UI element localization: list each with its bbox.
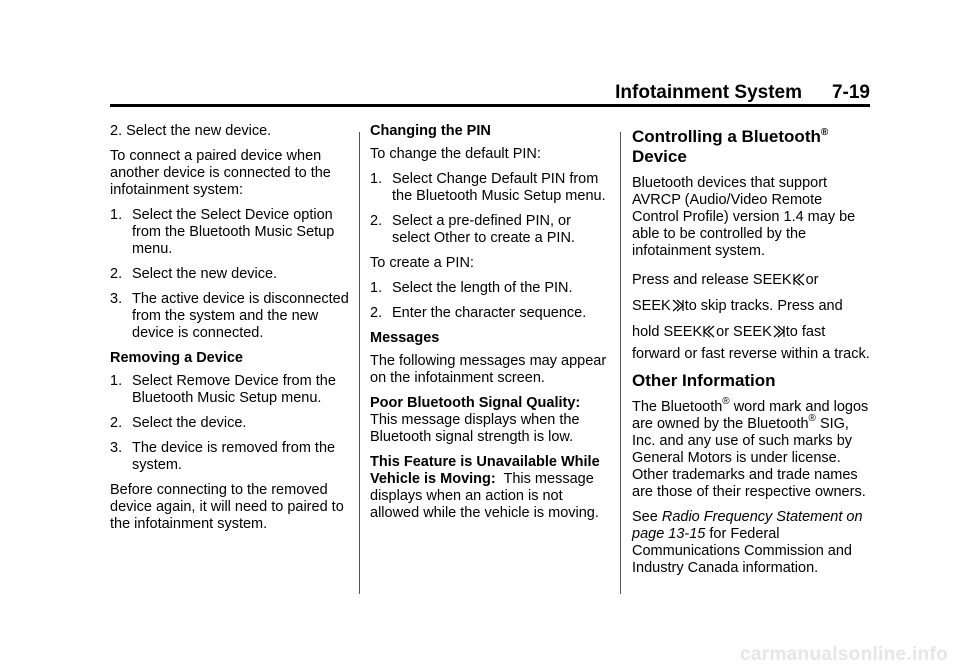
paragraph-seek — [632, 268, 872, 346]
pin-heading: Changing the PIN — [370, 123, 491, 139]
seek-text: or — [805, 272, 819, 288]
list-item — [370, 171, 610, 205]
heading-text: Device — [632, 147, 687, 166]
seek-forward-icon — [773, 322, 785, 346]
list-text: The active device is disconnected from the system and the new device is connected. — [132, 291, 349, 341]
list-text: Select Change Default PIN from the Bluetooth Music Setup menu. — [392, 171, 606, 204]
list-item — [370, 213, 610, 247]
list-text: Select the device. — [132, 415, 247, 431]
message-label: This Feature is Unavailable While Vehicle is Moving: — [370, 454, 600, 487]
see-text: for Federal Communications Commission and Industry Canada information. — [632, 526, 852, 576]
list-text: Select the Select Device option from the Bluetooth Music Setup menu. — [132, 207, 335, 257]
list-item — [110, 373, 350, 407]
seek-text: to fast — [785, 324, 826, 340]
list-number: 2. — [110, 415, 123, 431]
trademark-text: The Bluetooth — [632, 399, 723, 415]
seek-text: Press and release SEEK — [632, 272, 792, 288]
see-text: See — [632, 509, 658, 525]
paragraph-select-new: 2. Select the new device. — [110, 123, 272, 139]
paragraph-seek-end: forward or fast reverse within a track. — [632, 346, 870, 362]
paragraph-messages: The following messages may appear on the infotainment screen. — [370, 353, 607, 386]
list-item — [110, 291, 350, 342]
column-3 — [632, 123, 872, 585]
list-item — [110, 415, 350, 432]
message-text: This message displays when an action is not allowed while the vehicle is moving. — [370, 471, 599, 521]
paragraph-change-default: To change the default PIN: — [370, 146, 541, 162]
paragraph-before-connecting: Before connecting to the removed device again, it will need to paired to the infotainment system. — [110, 482, 344, 532]
registered-mark: ® — [722, 396, 730, 407]
seek-forward-icon — [672, 296, 684, 320]
list-number: 2. — [370, 305, 383, 321]
column-divider — [359, 132, 360, 594]
list-text: Enter the character sequence. — [392, 305, 587, 321]
page-header — [110, 82, 870, 106]
cross-reference-link[interactable]: Radio Frequency Statement on page 13-15 — [632, 509, 863, 542]
list-item — [370, 280, 610, 297]
message-unavailable — [370, 454, 610, 522]
list-number: 1. — [110, 207, 123, 223]
list-number: 1. — [110, 373, 123, 389]
removing-heading: Removing a Device — [110, 350, 243, 366]
message-label: Poor Bluetooth Signal Quality: — [370, 395, 581, 411]
list-number: 1. — [370, 171, 383, 187]
column-2 — [370, 123, 610, 530]
controlling-heading — [632, 127, 872, 167]
page-number: 7-19 — [831, 82, 870, 103]
list-item — [370, 305, 610, 322]
trademark-text: SIG, Inc. and any use of such marks by General Motors is under license. Other trademarks and trade names are those of their respective owners. — [632, 416, 866, 500]
message-text: This message displays when the Bluetooth signal strength is low. — [370, 412, 580, 445]
registered-mark: ® — [820, 127, 829, 138]
list-item — [110, 207, 350, 258]
header-rule — [110, 104, 870, 107]
list-number: 1. — [370, 280, 383, 296]
list-text: The device is removed from the system. — [132, 440, 336, 473]
watermark: carmanualsonline.info — [740, 644, 948, 665]
list-text: Select a pre-defined PIN, or select Other to create a PIN. — [392, 213, 575, 246]
paragraph-connect-intro: To connect a paired device when another device is connected to the infotainment system: — [110, 148, 331, 198]
trademark-text: word mark and logos are owned by the Bluetooth — [632, 399, 869, 432]
list-text: Select Remove Device from the Bluetooth Music Setup menu. — [132, 373, 336, 406]
list-number: 2. — [110, 266, 123, 282]
paragraph-avrcp: Bluetooth devices that support AVRCP (Audio/Video Remote Control Profile) version 1.4 may be able to be controlled by the infotainment system. — [632, 175, 856, 259]
list-number: 2. — [370, 213, 383, 229]
seek-back-icon — [793, 270, 805, 294]
list-item — [110, 266, 350, 283]
list-number: 3. — [110, 440, 123, 456]
paragraph-trademark — [632, 396, 872, 501]
messages-heading: Messages — [370, 330, 440, 346]
seek-text: to skip tracks. Press and — [684, 298, 843, 314]
seek-text: or SEEK — [716, 324, 772, 340]
heading-text: Controlling a Bluetooth — [632, 127, 821, 146]
seek-text: hold SEEK — [632, 324, 703, 340]
seek-text: SEEK — [632, 298, 671, 314]
section-title: Infotainment System — [615, 82, 802, 103]
list-text: Select the length of the PIN. — [392, 280, 573, 296]
list-text: Select the new device. — [132, 266, 278, 282]
list-number: 3. — [110, 291, 123, 307]
list-item — [110, 440, 350, 474]
paragraph-create-pin: To create a PIN: — [370, 255, 474, 271]
registered-mark: ® — [808, 413, 816, 424]
message-poor-signal — [370, 395, 610, 446]
paragraph-see-reference — [632, 509, 872, 577]
other-information-heading: Other Information — [632, 371, 776, 390]
column-1 — [110, 123, 350, 541]
seek-back-icon — [703, 322, 715, 346]
column-divider — [620, 132, 621, 594]
